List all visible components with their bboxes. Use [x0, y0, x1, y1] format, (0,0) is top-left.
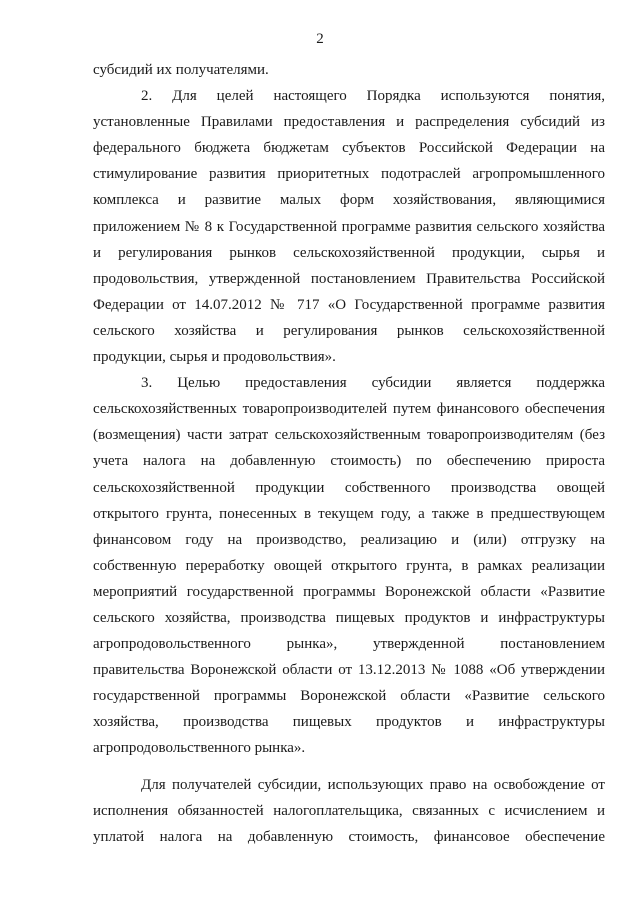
text-line: исполнения обязанностей налогоплательщика, связанных с исчислением и: [93, 802, 605, 819]
text-line: 2. Для целей настоящего Порядка используются понятия,: [141, 88, 605, 105]
text-line: собственную переработку овощей открытого грунта, в рамках реализации: [93, 557, 605, 574]
text-line: сельскохозяйственной продукции собственного производства овощей: [93, 479, 605, 496]
paragraph-2: [93, 83, 605, 370]
text-line: установленные Правилами предоставления и распределения субсидий из: [93, 114, 605, 131]
text-line: открытого грунта, понесенных в текущем году, а также в предшествующем: [93, 505, 605, 522]
text-line: финансовом году на производство, реализацию и (или) отгрузку на: [93, 531, 605, 548]
text-line: федерального бюджета бюджетам субъектов Российской Федерации на: [93, 140, 605, 157]
text-line: комплекса и развитие малых форм хозяйствования, являющимися: [93, 192, 605, 209]
text-line: субсидий их получателями.: [93, 62, 269, 78]
text-line: 3. Целью предоставления субсидии является поддержка: [141, 375, 605, 392]
text-line: и регулирования рынков сельскохозяйственной продукции, сырья и: [93, 244, 605, 261]
text-line: государственной программы Воронежской области «Развитие сельского: [93, 688, 605, 705]
paragraph-spacer: [93, 762, 605, 772]
text-line: продовольствия, утвержденной постановлением Правительства Российской: [93, 270, 605, 287]
text-line: Для получателей субсидии, использующих право на освобождение от: [141, 776, 605, 793]
text-line: сельскохозяйственных товаропроизводителей путем финансового обеспечения: [93, 401, 605, 418]
page-number: 2: [316, 31, 324, 47]
text-line: приложением № 8 к Государственной программе развития сельского хозяйства: [93, 218, 605, 235]
text-line: Федерации от 14.07.2012 № 717 «О Государственной программе развития: [93, 296, 605, 313]
text-line: правительства Воронежской области от 13.12.2013 № 1088 «Об утверждении: [93, 662, 605, 679]
paragraph-3: [93, 370, 605, 761]
text-line: сельского хозяйства, производства пищевых продуктов и инфраструктуры: [93, 609, 605, 626]
text-line: хозяйства, производства пищевых продуктов и инфраструктуры: [93, 714, 605, 731]
text-line: стимулирование развития приоритетных подотраслей агропромышленного: [93, 166, 605, 183]
text-line: агропродовольственного рынка», утвержденной постановлением: [93, 636, 605, 653]
text-line: учета налога на добавленную стоимость) по обеспечению прироста: [93, 453, 605, 470]
text-line: (возмещения) части затрат сельскохозяйственным товаропроизводителям (без: [93, 427, 605, 444]
text-line: продукции, сырья и продовольствия».: [93, 349, 336, 366]
text-line: агропродовольственного рынка».: [93, 740, 306, 757]
document-body: [93, 57, 605, 850]
text-line: уплатой налога на добавленную стоимость, финансовое обеспечение: [93, 828, 605, 845]
text-line: сельского хозяйства и регулирования рынков сельскохозяйственной: [93, 322, 605, 339]
continuation-text: [93, 57, 605, 83]
paragraph-vat-exempt: [93, 772, 605, 850]
text-line: мероприятий государственной программы Воронежской области «Развитие: [93, 583, 605, 600]
